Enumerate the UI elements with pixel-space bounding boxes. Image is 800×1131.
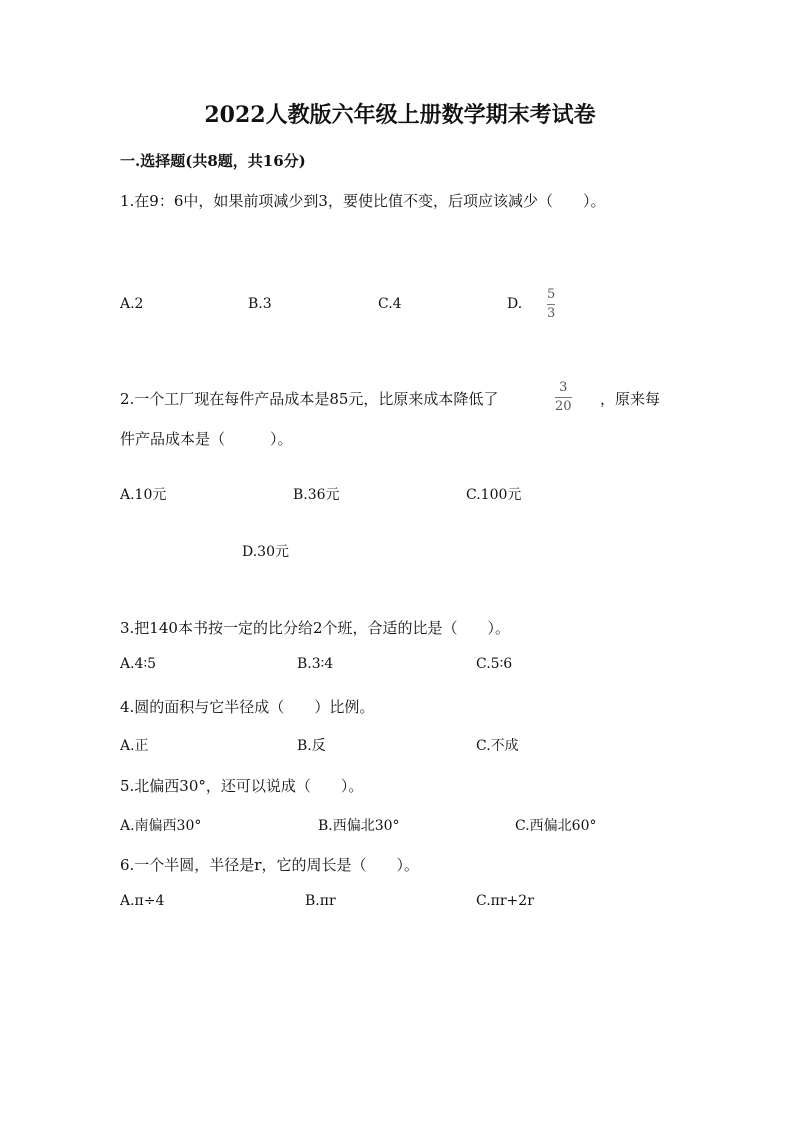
q2-fraction (555, 381, 572, 415)
fraction-numerator: 5 (547, 287, 556, 302)
q5-option-b: B.西偏北30° (318, 818, 400, 834)
q6-option-a: A.π÷4 (120, 893, 165, 909)
q5-option-c: C.西偏北60° (515, 818, 597, 834)
question-2-text-end: ，原来每 (600, 390, 661, 408)
fraction-bar (555, 397, 572, 398)
question-1-text: 1.在9：6中，如果前项减少到3，要使比值不变，后项应该减少（ ）。 (120, 192, 606, 210)
fraction-numerator: 3 (559, 380, 568, 395)
q3-option-c: C.5∶6 (476, 656, 513, 672)
fraction-denominator: 3 (547, 306, 556, 322)
q4-option-c: C.不成 (476, 738, 519, 754)
page-title: 2022人教版六年级上册数学期末考试卷 (204, 102, 596, 128)
q4-option-a: A.正 (120, 738, 149, 754)
section-heading: 一.选择题(共8题，共16分) (120, 152, 306, 170)
q2-option-a: A.10元 (120, 487, 167, 503)
question-5-text: 5.北偏西30°，还可以说成（ ）。 (120, 777, 364, 795)
q6-option-b: B.πr (305, 893, 336, 909)
q1-option-d: D. (507, 296, 523, 312)
q3-option-a: A.4∶5 (120, 656, 157, 672)
question-6-text: 6.一个半圆，半径是r，它的周长是（ ）。 (120, 856, 419, 874)
question-4-text: 4.圆的面积与它半径成（ ）比例。 (120, 698, 375, 716)
q2-option-d: D.30元 (242, 544, 289, 560)
q5-option-a: A.南偏西30° (120, 818, 202, 834)
question-2-text-cont: 件产品成本是（ ）。 (120, 430, 293, 448)
q3-option-b: B.3∶4 (297, 656, 334, 672)
q1-option-a: A.2 (120, 296, 144, 312)
question-2-text-start: 2.一个工厂现在每件产品成本是85元，比原来成本降低了 (120, 390, 499, 408)
q4-option-b: B.反 (297, 738, 326, 754)
q6-option-c: C.πr+2r (476, 893, 534, 909)
fraction-bar (547, 304, 555, 305)
q1-option-d-fraction (547, 288, 555, 322)
question-3-text: 3.把140本书按一定的比分给2个班，合适的比是（ ）。 (120, 619, 510, 637)
fraction-denominator: 20 (555, 399, 572, 415)
q2-option-b: B.36元 (293, 487, 340, 503)
q2-option-c: C.100元 (466, 487, 522, 503)
q1-option-b: B.3 (248, 296, 272, 312)
q1-option-c: C.4 (378, 296, 402, 312)
